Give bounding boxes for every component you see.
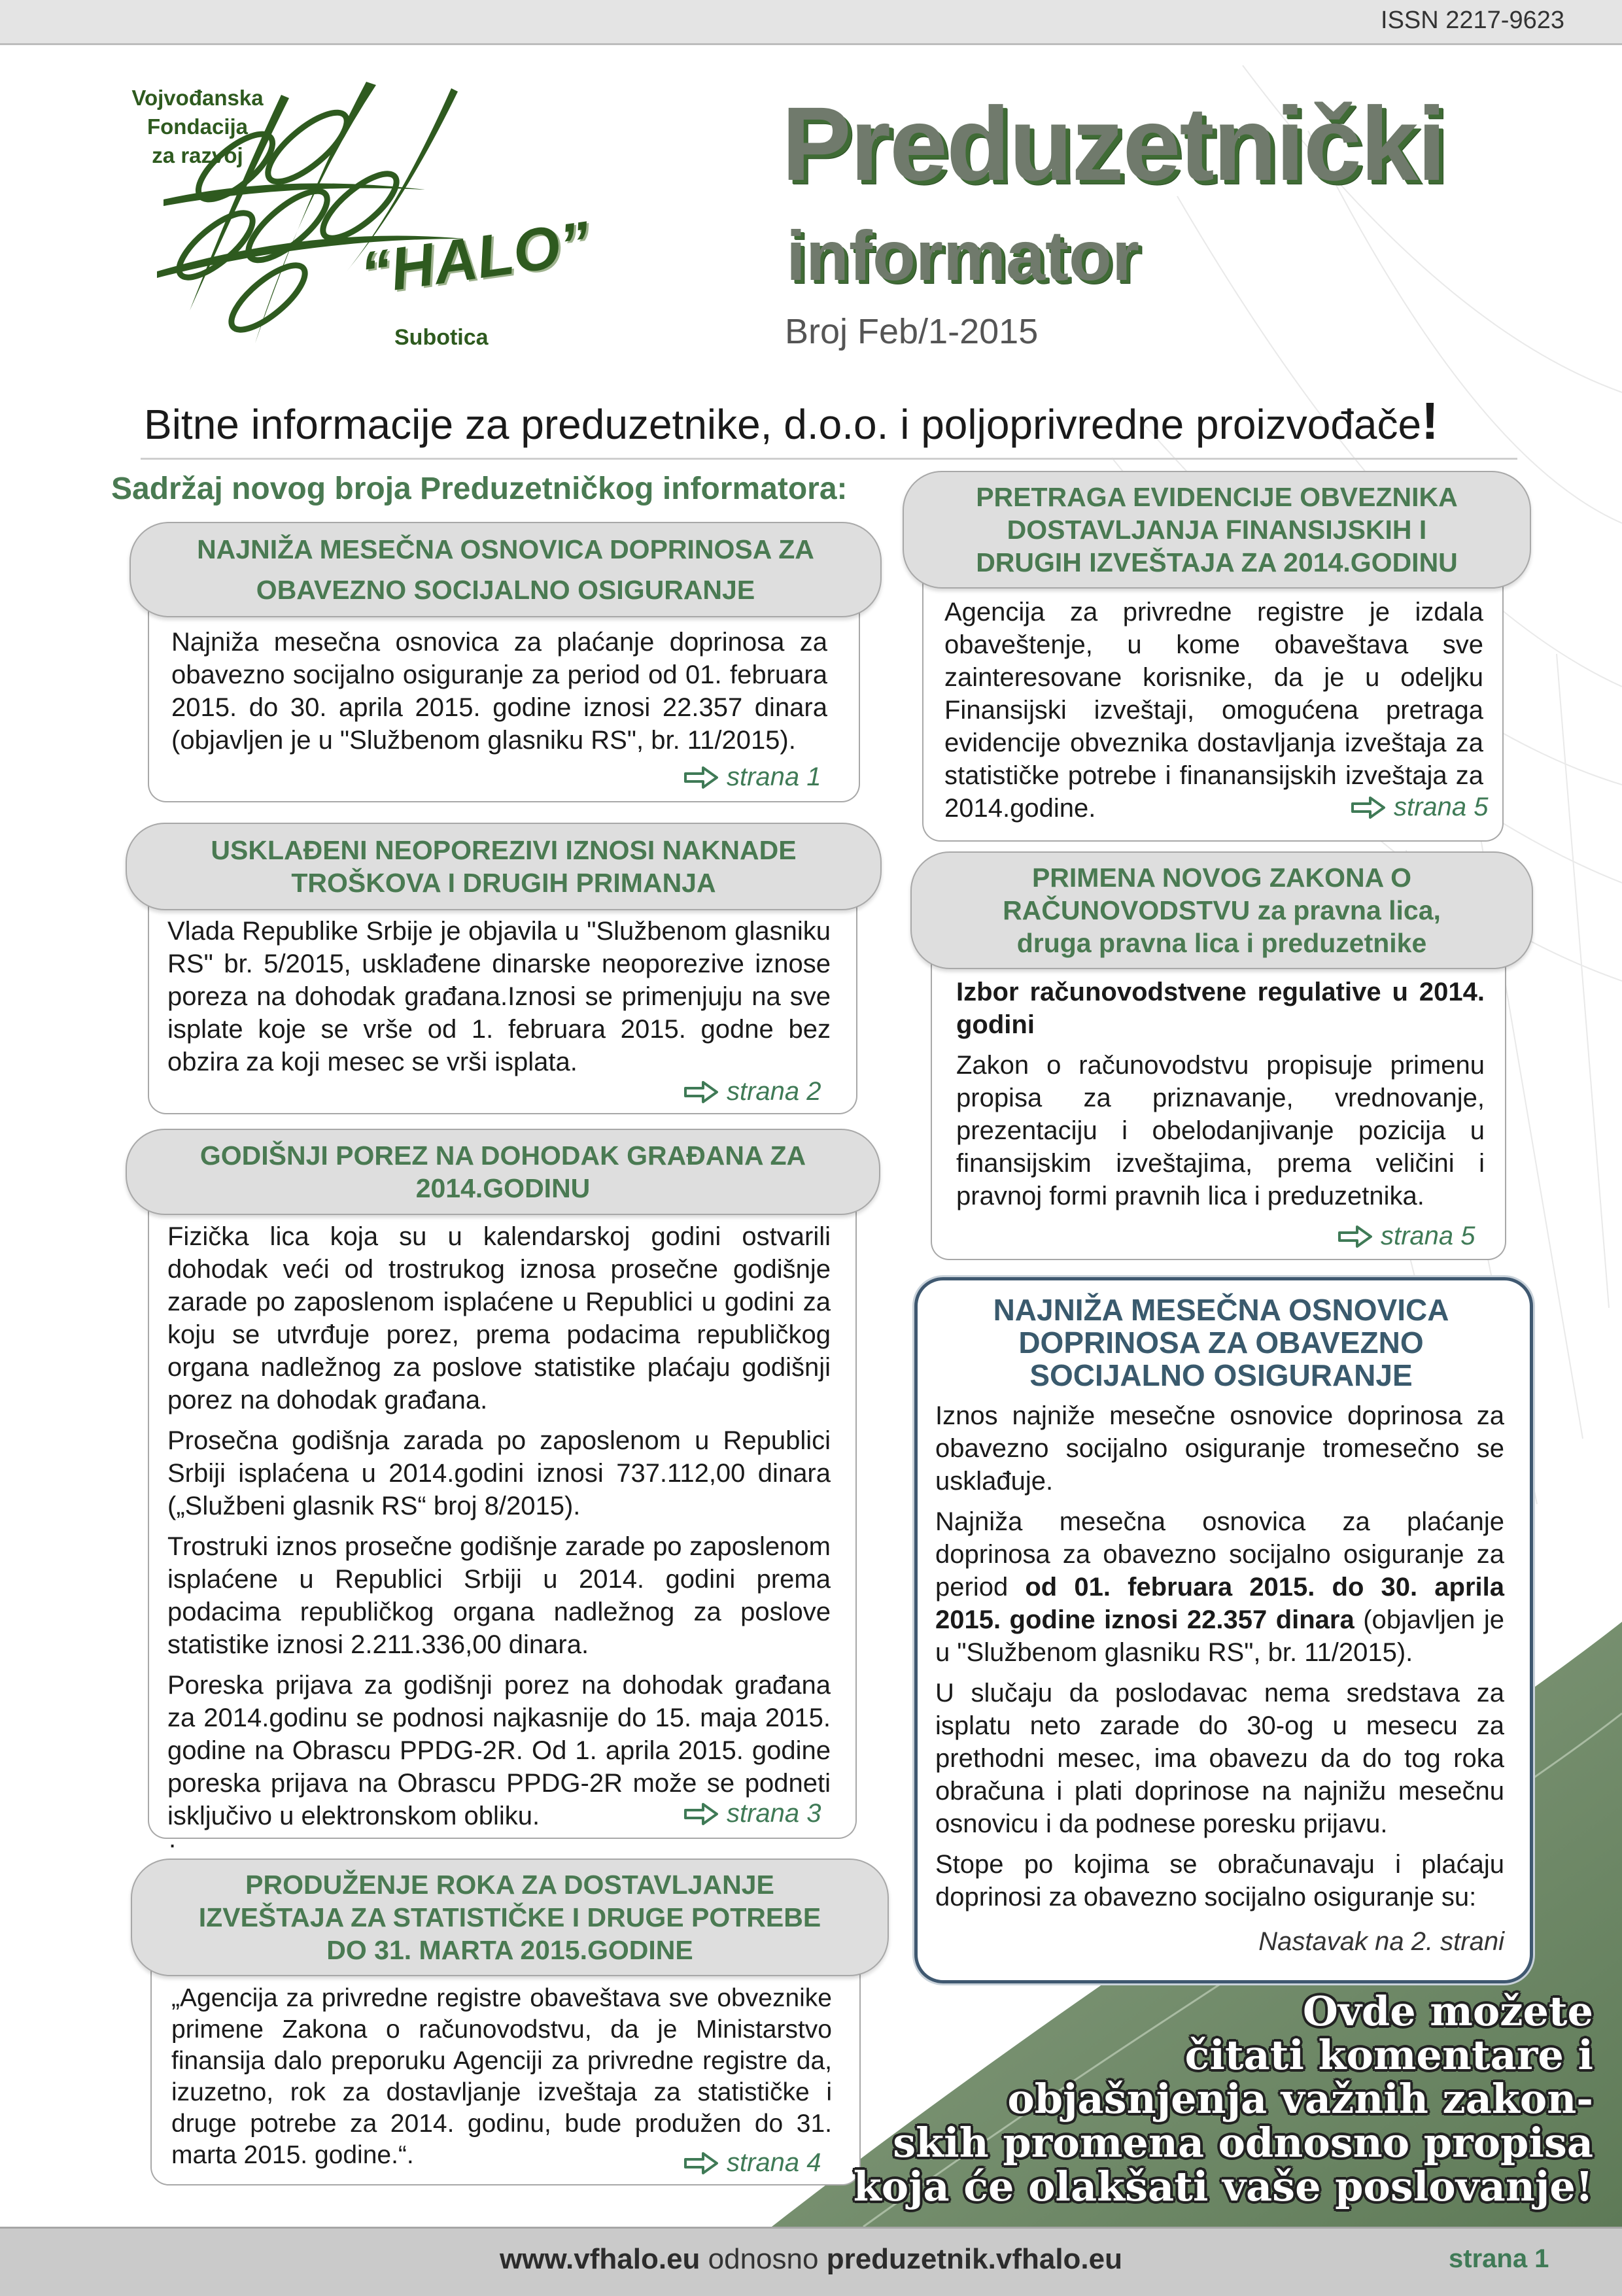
article-1-paragraph: Najniža mesečna osnovica za plaćanje doprinosa za obavezno socijalno osiguranje za period od 01. februara 2015. do 30. aprila 2015. godine iznosi 22.357 dinara (objavljen je u "Službenom glasniku RS", br. 11/2015). xyxy=(171,628,827,755)
article-4-paragraph: „Agencija za privredne registre obaveštava sve obveznike primene Zakona o računovodstvu, da je Ministarstvo finansija dalo preporuku Agenciji za privredne registre da, izuzetno, rok za dostavljanje izveštaja za statističke i druge potrebe za 2014. godinu, bude produžen do 31. marta 2015. godine.“. xyxy=(171,1984,832,2169)
article-6-page-link[interactable] xyxy=(1337,1222,1475,1251)
feature-title-line: SOCIJALNO OSIGURANJE xyxy=(1029,1358,1413,1392)
article-5-title-line: DRUGIH IZVEŠTAJA ZA 2014.GODINU xyxy=(976,547,1458,577)
article-3-body xyxy=(167,1220,831,1840)
promo-line: čitati komentare i xyxy=(1184,2031,1593,2079)
article-5-paragraph: Agencija za privredne registre je izdala obaveštenje, u kome obaveštava sve zainteresovane korisnike, da je u odeljku Finansijski izveštaji, omogućena pretraga evidencije obveznika dostavljanja izveštaja za statističke potrebe i finanansijskih izveštaja za 2014.godine. xyxy=(944,598,1483,823)
article-1-title-line: OBAVEZNO SOCIJALNO OSIGURANJE xyxy=(256,575,755,605)
article-4-title-line: IZVEŠTAJA ZA STATISTIČKE I DRUGE POTREBE xyxy=(198,1902,821,1932)
arrow-right-icon xyxy=(683,2151,719,2175)
arrow-right-icon xyxy=(683,766,719,789)
tagline-exclamation: ! xyxy=(1421,392,1439,450)
tagline xyxy=(144,391,1524,451)
masthead-title: Preduzetnički xyxy=(782,85,1445,202)
promo-line: koja će olakšati vaše poslovanje! xyxy=(853,2163,1593,2210)
article-2-page: strana 2 xyxy=(727,1077,821,1106)
promo-line: Ovde možete xyxy=(1302,1987,1593,2035)
feature-paragraph: Iznos najniže mesečne osnovice doprinosa za obavezno socijalno osiguranje tromesečno se usklađuje. xyxy=(935,1401,1504,1496)
arrow-right-icon xyxy=(1337,1225,1373,1248)
article-4-page: strana 4 xyxy=(727,2148,821,2177)
feature-paragraph xyxy=(935,1505,1504,1669)
footer-links xyxy=(0,2243,1622,2276)
feature-title-line: NAJNIŽA MESEČNA OSNOVICA xyxy=(993,1293,1449,1327)
halo-logo-emblem-icon xyxy=(150,75,517,350)
footer-site-link[interactable]: preduzetnik.vfhalo.eu xyxy=(826,2243,1122,2275)
article-2-title-line: TROŠKOVA I DRUGIH PRIMANJA xyxy=(291,868,716,898)
article-1-heading[interactable] xyxy=(129,522,882,617)
article-2-heading[interactable] xyxy=(126,823,882,910)
article-1-page-link[interactable] xyxy=(683,762,821,792)
stray-dot: . xyxy=(169,1825,177,1853)
article-2-page-link[interactable] xyxy=(683,1077,821,1106)
feature-paragraph: U slučaju da poslodavac nema sredstava za isplatu neto zarade do 30-og u mesecu za prethodni mesec, ima obavezu da do tog roka obračuna i plati doprinose na najnižu mesečnu osnovicu i da podnese poresku prijavu. xyxy=(935,1679,1504,1838)
logo-line-1: Vojvođanska Fondacija xyxy=(131,86,264,139)
feature-text: (objavljen je u "Službenom glasniku RS", br. 11/2015). xyxy=(935,1605,1504,1667)
article-4-title-line: DO 31. MARTA 2015.GODINE xyxy=(326,1935,693,1965)
article-6-heading[interactable] xyxy=(910,851,1533,969)
article-3-paragraph: Poreska prijava za godišnji porez na dohodak građana za 2014.godinu se podnosi najkasnije do 15. maja 2015. godine na Obrascu PPDG-2R. Od 1. aprila 2015. godine poreska prijava na Obrascu PPDG-2R može se podneti isključivo u elektronskom obliku. xyxy=(167,1671,831,1830)
article-1-page: strana 1 xyxy=(727,762,821,791)
article-6-paragraph: Zakon o računovodstvu propisuje primenu propisa za priznavanje, vrednovanje, prezentaciju i obelodanjivanje pozicija u finansijskim izveštajima, prema veličini i pravnoj formi pravnih lica i preduzetnika. xyxy=(956,1051,1485,1210)
contents-heading: Sadržaj novog broja Preduzetničkog informatora: xyxy=(111,471,848,506)
article-2-body xyxy=(167,915,831,1086)
article-1-title-line: NAJNIŽA MESEČNA OSNOVICA DOPRINOSA ZA xyxy=(197,534,814,564)
logo-line-2: za razvoj xyxy=(152,143,243,167)
masthead-subtitle: informator xyxy=(786,216,1139,295)
promo-line: objašnjenja važnih zakon- xyxy=(1007,2075,1593,2123)
article-3-paragraph: Prosečna godišnja zarada po zaposlenom u Republici Srbiji isplaćena u 2014.godini iznosi 737.112,00 dinara („Službeni glasnik RS“ broj 8/2015). xyxy=(167,1426,831,1520)
footer-site-link[interactable]: www.vfhalo.eu xyxy=(500,2243,700,2275)
tagline-text: Bitne informacije za preduzetnike, d.o.o. i poljoprivredne proizvođače xyxy=(144,401,1422,448)
article-5-page: strana 5 xyxy=(1394,793,1489,821)
top-bar xyxy=(0,0,1622,45)
continue-link[interactable]: Nastavak na 2. strani xyxy=(1258,1927,1504,1956)
article-6-body xyxy=(956,976,1485,1220)
arrow-right-icon xyxy=(683,1080,719,1104)
article-4-heading[interactable] xyxy=(131,1859,889,1976)
article-2-title-line: USKLAĐENI NEOPOREZIVI IZNOSI NAKNADE xyxy=(211,835,797,865)
feature-title-line: DOPRINOSA ZA OBAVEZNO xyxy=(1018,1326,1424,1360)
article-6-title-line: PRIMENA NOVOG ZAKONA O xyxy=(1031,863,1412,893)
article-6-page: strana 5 xyxy=(1381,1222,1475,1250)
divider xyxy=(141,458,1517,460)
logo-city: Subotica xyxy=(394,325,489,350)
article-3-title-line: GODIŠNJI POREZ NA DOHODAK GRAĐANA ZA xyxy=(199,1140,806,1171)
logo-halo-name: “HALO” xyxy=(356,209,595,307)
article-3-paragraph: Fizička lica koja su u kalendarskoj godini ostvarili dohodak veći od trostrukog iznosa prosečne godišnje zarade po zaposlenom isplaćene u Republici u godini za koju se utvrđuje porez, prema podacima republičkog organa nadležnog za poslove statistike plaćaju godišnji porez na dohodak građana. xyxy=(167,1222,831,1414)
feature-title xyxy=(929,1294,1513,1392)
feature-text: Najniža mesečna osnovica za plaćanje doprinosa za obavezno socijalno osiguranje za period xyxy=(935,1507,1504,1602)
article-3-heading[interactable] xyxy=(126,1129,880,1215)
issue-number: Broj Feb/1-2015 xyxy=(785,312,1039,351)
page-number: strana 1 xyxy=(1449,2244,1549,2273)
article-4-title-line: PRODUŽENJE ROKA ZA DOSTAVLJANJE xyxy=(245,1870,774,1900)
article-3-page-link[interactable] xyxy=(683,1799,821,1828)
article-5-title-line: PRETRAGA EVIDENCIJE OBVEZNIKA xyxy=(976,482,1458,512)
feature-emphasis: od 01. februara 2015. do 30. aprila 2015. godine iznosi 22.357 dinara xyxy=(935,1573,1505,1634)
feature-body xyxy=(935,1399,1504,1921)
article-3-paragraph: Trostruki iznos prosečne godišnje zarade po zaposlenom isplaćene u Republici Srbiji u 2014. godini prema podacima republičkog organa nadležnog za poslove statistike iznosi 2.211.336,00 dinara. xyxy=(167,1532,831,1659)
promo-line: skih promena odnosno propisa xyxy=(893,2119,1593,2167)
article-6-title-line: druga pravna lica i preduzetnike xyxy=(1016,928,1427,958)
article-5-page-link[interactable] xyxy=(1351,793,1489,822)
article-3-title-line: 2014.GODINU xyxy=(415,1173,591,1203)
article-2-paragraph: Vlada Republike Srbije je objavila u "Službenom glasniku RS" br. 5/2015, usklađene dinarske neoporezive iznose poreza na dohodak građana.Iznosi se primenjuju na sve isplate koje se vrše od 1. februara 2015. godne bez obzira za koji mesec se vrši isplata. xyxy=(167,917,831,1076)
article-3-page: strana 3 xyxy=(727,1799,821,1828)
article-6-subtitle: Izbor računovodstvene regulative u 2014. godini xyxy=(956,978,1485,1039)
promo-text xyxy=(782,1989,1593,2208)
feature-paragraph: Stope po kojima se obračunavaju i plaćaju doprinosi za obavezno socijalno osiguranje su: xyxy=(935,1850,1504,1911)
issn-label: ISSN 2217-9623 xyxy=(1381,7,1564,34)
article-1-body xyxy=(171,626,827,764)
arrow-right-icon xyxy=(683,1802,719,1826)
article-5-heading[interactable] xyxy=(903,471,1531,589)
footer-joiner: odnosno xyxy=(700,2243,827,2275)
arrow-right-icon xyxy=(1351,796,1386,819)
article-6-title-line: RAČUNOVODSTVU za pravna lica, xyxy=(1003,895,1441,925)
article-5-title-line: DOSTAVLJANJA FINANSIJSKIH I xyxy=(1007,515,1427,545)
